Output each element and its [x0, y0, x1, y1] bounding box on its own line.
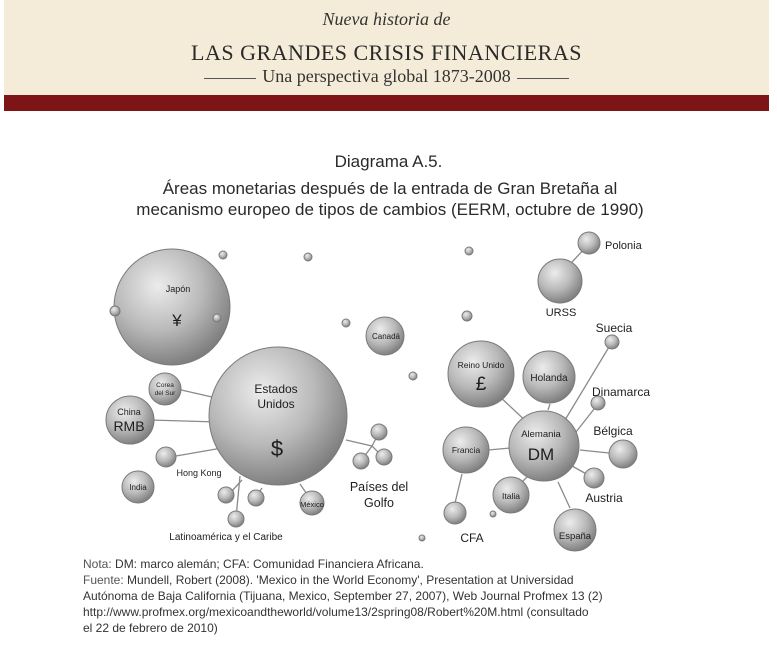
label-urss: URSS	[545, 307, 577, 319]
bubble-latam3	[228, 511, 244, 527]
diagram-notes	[83, 556, 683, 636]
dot-small	[462, 311, 472, 321]
diagram-label: Diagrama A.5.	[334, 152, 443, 171]
dot-small	[409, 372, 417, 380]
bubble-espana	[554, 509, 596, 551]
bubble-japon	[114, 249, 230, 365]
dot-small	[342, 319, 350, 327]
note-label: Nota:	[83, 557, 112, 571]
source-url: http://www.profmex.org/mexicoandtheworld/volume13/2spring08/Robert%20M.html (consultado	[83, 605, 589, 619]
label-mexico: México	[300, 500, 324, 509]
bubble-golfo3	[376, 449, 392, 465]
label-india: India	[129, 483, 147, 492]
dot-small	[304, 253, 312, 261]
source-line-1	[83, 572, 683, 588]
bubble-suecia	[605, 335, 619, 349]
dot-small	[213, 314, 221, 322]
label-belgica: Bélgica	[593, 424, 633, 438]
bubble-corea	[149, 373, 181, 405]
note-text: DM: marco alemán; CFA: Comunidad Financiera Africana.	[111, 557, 424, 571]
label-golfo-1: Países del	[349, 480, 409, 494]
symbol-yen: ¥	[172, 311, 182, 330]
line-eeuu-golfo	[346, 440, 372, 446]
source-text-1: Mundell, Robert (2008). 'Mexico in the World Economy', Presentation at Universidad	[123, 573, 574, 587]
label-dinamarca: Dinamarca	[591, 385, 651, 399]
label-hongkong: Hong Kong	[176, 468, 222, 478]
diagram-title-line1: Áreas monetarias después de la entrada de Gran Bretaña al	[162, 179, 618, 198]
book-subtitle: Nueva historia de	[322, 9, 451, 29]
bubble-austria	[584, 468, 604, 488]
bubble-golfo2	[353, 453, 369, 469]
source-label: Fuente:	[83, 573, 124, 587]
line-francia-cfa	[455, 474, 462, 503]
label-espana: España	[558, 531, 592, 542]
line-alemania-belgica	[580, 450, 609, 453]
label-latam: Latinoamérica y el Caribe	[169, 532, 283, 543]
label-cfa: CFA	[460, 531, 484, 545]
label-reinounido: Reino Unido	[457, 360, 505, 370]
dot-small	[490, 511, 496, 517]
dot-small	[110, 306, 120, 316]
label-austria: Austria	[585, 491, 623, 505]
bubble-urss	[538, 259, 582, 303]
bubble-cfa	[444, 502, 466, 524]
label-alemania: Alemania	[521, 429, 561, 440]
label-eeuu-2: Unidos	[257, 397, 295, 411]
label-corea-2: del Sur	[154, 390, 176, 397]
symbol-pound: £	[475, 374, 487, 395]
label-china: China	[117, 407, 141, 417]
line-eeuu-hongkong	[176, 448, 222, 456]
dot-small	[419, 535, 425, 541]
label-francia: Francia	[451, 445, 481, 455]
line-alemania-francia	[488, 448, 510, 450]
bubble-latam2	[248, 490, 264, 506]
label-polonia: Polonia	[605, 240, 642, 252]
dot-small	[465, 247, 473, 255]
label-golfo-2: Golfo	[364, 496, 394, 510]
label-corea-1: Corea	[156, 382, 174, 389]
bubble-latam1	[218, 487, 234, 503]
label-holanda: Holanda	[530, 373, 568, 384]
label-canada: Canadá	[371, 332, 401, 341]
label-eeuu-1: Estados	[254, 382, 298, 396]
line-alemania-espana	[558, 482, 570, 508]
diagram-title-line2: mecanismo europeo de tipos de cambios (EERM, octubre de 1990)	[136, 200, 644, 219]
bubble-hongkong	[156, 447, 176, 467]
bubble-golfo1	[371, 424, 387, 440]
line-alemania-holanda	[548, 404, 550, 410]
book-tagline: Una perspectiva global 1873-2008	[262, 66, 511, 86]
note-line	[83, 556, 683, 572]
book-title: LAS GRANDES CRISIS FINANCIERAS	[191, 40, 582, 65]
line-eeuu-china	[150, 420, 218, 422]
source-line-4: el 22 de febrero de 2010)	[83, 621, 218, 635]
bubble-eeuu	[209, 347, 347, 485]
label-suecia: Suecia	[595, 321, 633, 335]
label-japon: Japón	[165, 284, 191, 294]
source-line-2: Autónoma de Baja California (Tijuana, Mexico, September 27, 2007), Web Journal Profmex 13 (2)	[83, 589, 603, 603]
symbol-dm: DM	[527, 445, 555, 464]
bubble-belgica	[609, 440, 637, 468]
symbol-dollar: $	[270, 436, 284, 461]
label-italia: Italia	[502, 491, 520, 501]
dot-small	[219, 251, 227, 259]
bubble-polonia	[578, 232, 600, 254]
symbol-rmb: RMB	[113, 418, 145, 434]
